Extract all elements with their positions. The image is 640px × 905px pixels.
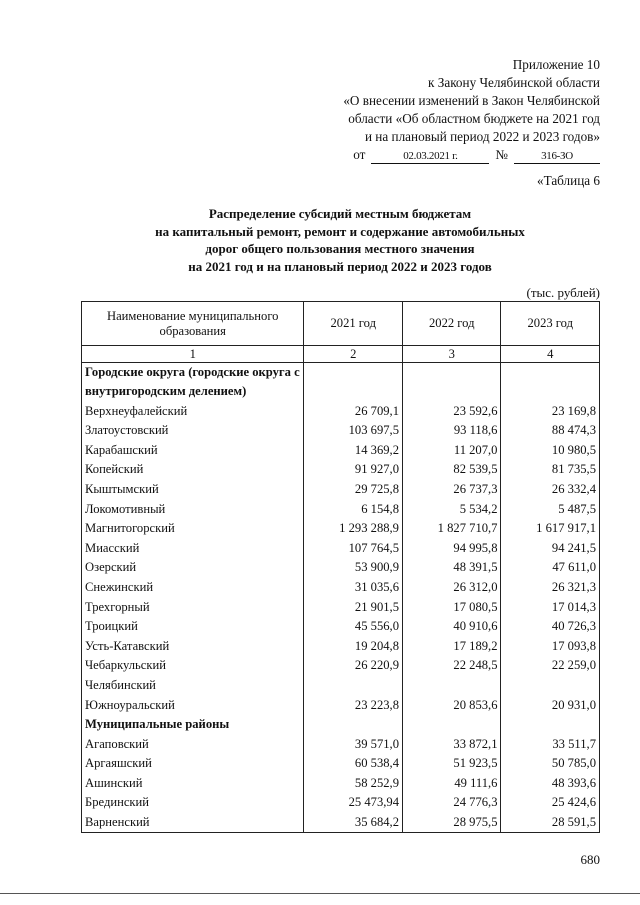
municipality-name: Троицкий [82,617,304,637]
value-2022: 17 189,2 [402,636,501,656]
value-2021: 103 697,5 [304,421,403,441]
appendix-line-4: области «Об областном бюджете на 2021 год [348,111,600,126]
value-2023: 26 321,3 [501,577,600,597]
municipality-name: Челябинский [82,675,304,695]
value-2023 [501,675,600,695]
municipality-name: Озерский [82,558,304,578]
value-2022 [402,363,501,402]
value-2023: 17 014,3 [501,597,600,617]
table-row [82,793,600,813]
appendix-line-2: к Закону Челябинской области [428,75,600,90]
appendix-line-5: и на плановый период 2022 и 2023 годов» [364,129,600,144]
value-2021 [304,675,403,695]
value-2022: 26 312,0 [402,577,501,597]
value-2021: 19 204,8 [304,636,403,656]
municipality-name: Аргаяшский [82,754,304,774]
value-2022: 82 539,5 [402,460,501,480]
law-number-field: 316-ЗО [514,150,600,164]
municipality-name: Варненский [82,812,304,832]
table-row [82,812,600,832]
value-2023: 22 259,0 [501,656,600,676]
header-name: Наименование муниципального образования [82,302,304,346]
value-2022: 20 853,6 [402,695,501,715]
value-2021: 91 927,0 [304,460,403,480]
title-line-2: на капитальный ремонт, ремонт и содержание автомобильных [155,223,525,239]
table-row [82,401,600,421]
table-row [82,499,600,519]
table-row [82,773,600,793]
value-2022: 49 111,6 [402,773,501,793]
value-2021: 58 252,9 [304,773,403,793]
header-2023: 2023 год [501,302,600,346]
page-number: 680 [580,852,600,867]
table-reference: «Таблица 6 [537,173,600,188]
value-2021: 26 709,1 [304,401,403,421]
table-row [82,558,600,578]
value-2023: 94 241,5 [501,538,600,558]
value-2023: 48 393,6 [501,773,600,793]
value-2022: 93 118,6 [402,421,501,441]
municipality-name: Верхнеуфалейский [82,401,304,421]
table-row [82,734,600,754]
value-2023: 26 332,4 [501,479,600,499]
value-2021 [304,363,403,402]
municipality-name: Агаповский [82,734,304,754]
law-date-number-row [343,146,600,164]
value-2021: 14 369,2 [304,440,403,460]
value-2023: 23 169,8 [501,401,600,421]
municipality-name: Кыштымский [82,479,304,499]
value-2021: 29 725,8 [304,479,403,499]
table-row [82,577,600,597]
value-2023 [501,363,600,402]
value-2022 [402,675,501,695]
municipality-name: Усть-Катавский [82,636,304,656]
value-2021: 60 538,4 [304,754,403,774]
appendix-header [343,56,600,164]
value-2023 [501,715,600,735]
value-2023: 17 093,8 [501,636,600,656]
value-2022: 28 975,5 [402,812,501,832]
header-2022: 2022 год [402,302,501,346]
value-2022: 17 080,5 [402,597,501,617]
table-row [82,440,600,460]
table-row [82,519,600,539]
municipality-name: Миасский [82,538,304,558]
value-2023: 88 474,3 [501,421,600,441]
table-row [82,754,600,774]
column-number-3: 3 [402,346,501,363]
value-2023: 28 591,5 [501,812,600,832]
municipality-name: Чебаркульский [82,656,304,676]
table-row [82,617,600,637]
value-2021: 1 293 288,9 [304,519,403,539]
value-2022: 51 923,5 [402,754,501,774]
title-line-4: на 2021 год и на плановый период 2022 и 2023 годов [188,258,492,274]
from-label: от [353,147,366,162]
footer-divider [0,893,640,894]
value-2021: 25 473,94 [304,793,403,813]
value-2022 [402,715,501,735]
municipality-name: Ашинский [82,773,304,793]
value-2022: 11 207,0 [402,440,501,460]
value-2022: 26 737,3 [402,479,501,499]
value-2022: 1 827 710,7 [402,519,501,539]
value-2021: 23 223,8 [304,695,403,715]
appendix-line-1: Приложение 10 [512,57,600,72]
table-body [82,363,600,833]
municipality-name: Локомотивный [82,499,304,519]
table-row [82,479,600,499]
value-2023: 40 726,3 [501,617,600,637]
value-2021: 39 571,0 [304,734,403,754]
table-row [82,460,600,480]
value-2021: 21 901,5 [304,597,403,617]
value-2021: 45 556,0 [304,617,403,637]
value-2023: 1 617 917,1 [501,519,600,539]
municipality-name: Брединский [82,793,304,813]
table-row [82,656,600,676]
column-number-2: 2 [304,346,403,363]
column-numbers-row [82,346,600,363]
value-2022: 40 910,6 [402,617,501,637]
value-2021: 35 684,2 [304,812,403,832]
municipality-name: Трехгорный [82,597,304,617]
municipality-name: Златоустовский [82,421,304,441]
table-row [82,675,600,695]
municipality-name: Снежинский [82,577,304,597]
municipality-name: Магнитогорский [82,519,304,539]
municipality-name: Карабашский [82,440,304,460]
value-2021 [304,715,403,735]
municipality-name: Городские округа (городские округа с внутригородским делением) [82,363,304,402]
value-2023: 10 980,5 [501,440,600,460]
value-2021: 6 154,8 [304,499,403,519]
table-row [82,538,600,558]
value-2023: 33 511,7 [501,734,600,754]
column-number-1: 1 [82,346,304,363]
column-number-4: 4 [501,346,600,363]
value-2022: 24 776,3 [402,793,501,813]
municipality-name: Муниципальные районы [82,715,304,735]
value-2023: 5 487,5 [501,499,600,519]
value-2022: 33 872,1 [402,734,501,754]
value-2022: 5 534,2 [402,499,501,519]
value-2021: 53 900,9 [304,558,403,578]
value-2023: 81 735,5 [501,460,600,480]
table-row [82,597,600,617]
unit-label: (тыс. рублей) [526,285,600,300]
value-2021: 31 035,6 [304,577,403,597]
value-2022: 22 248,5 [402,656,501,676]
value-2021: 26 220,9 [304,656,403,676]
table-row [82,421,600,441]
title-line-3: дорог общего пользования местного значения [205,241,475,256]
table-row [82,636,600,656]
value-2023: 47 611,0 [501,558,600,578]
appendix-line-3: «О внесении изменений в Закон Челябинской [343,93,600,108]
value-2022: 94 995,8 [402,538,501,558]
section-row [82,363,600,402]
law-date-field: 02.03.2021 г. [371,150,489,164]
municipality-name: Копейский [82,460,304,480]
title-line-1: Распределение субсидий местным бюджетам [208,206,472,221]
document-title [0,205,640,275]
number-label: № [495,147,508,162]
value-2021: 107 764,5 [304,538,403,558]
value-2022: 23 592,6 [402,401,501,421]
subsidies-table [81,301,600,833]
value-2023: 25 424,6 [501,793,600,813]
value-2023: 20 931,0 [501,695,600,715]
value-2022: 48 391,5 [402,558,501,578]
table-row [82,695,600,715]
section-row [82,715,600,735]
municipality-name: Южноуральский [82,695,304,715]
table-header-row [82,302,600,346]
value-2023: 50 785,0 [501,754,600,774]
header-2021: 2021 год [304,302,403,346]
